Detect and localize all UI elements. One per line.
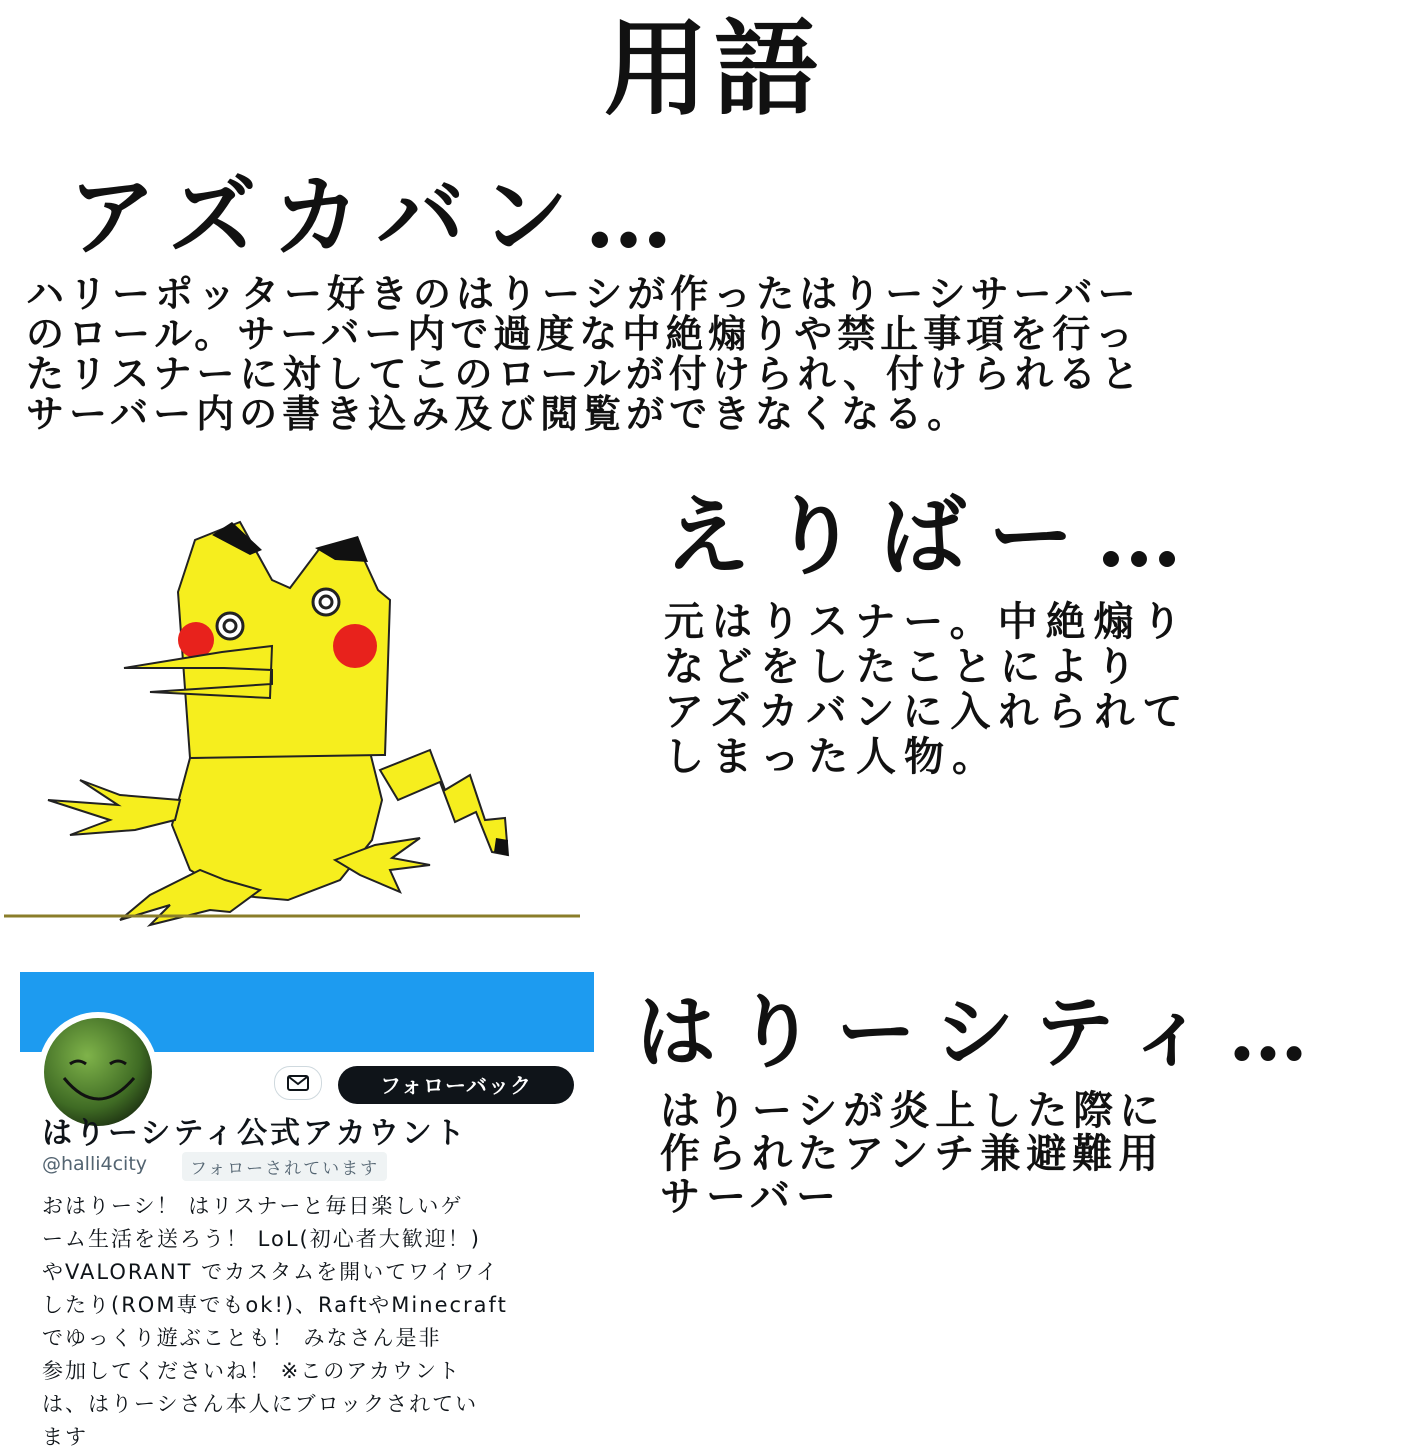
illustration-cheek-right xyxy=(333,624,377,668)
profile-bio: おはりーシ！ はリスナーと毎日楽しいゲ ーム生活を送ろう！ LoL(初心者大歓迎！) やVALORANT でカスタムを開いてワイワイ したり(ROM専でもok!)、RaftやMinecraft でゆっくり遊ぶことも！ みなさん是非 参加してくださいね！ ※このアカウント は、はりーシさん本人にブロックされてい ます xyxy=(42,1194,508,1449)
mail-icon xyxy=(287,1075,309,1091)
follow-back-button[interactable]: フォローバック xyxy=(338,1066,574,1104)
term-heading-azkaban: アズカバン… xyxy=(68,164,689,268)
profile-display-name: はりーシティ公式アカウント xyxy=(42,1116,468,1151)
term-description-azkaban: ハリーポッター好きのはりーシが作ったはりーシサーバー のロール。サーバー内で過度な中絶煽りや禁止事項を行っ たリスナーに対してこのロールが付けられ、付けられると サーバー内の書き込み及び閲覧ができなくなる。 xyxy=(26,272,1145,436)
term-heading-harii-city: はりーシティ… xyxy=(636,985,1328,1079)
term-description-harii-city: はりーシが炎上した際に 作られたアンチ兼避難用 サーバー xyxy=(660,1088,1166,1220)
character-illustration xyxy=(0,500,600,930)
follows-you-badge: フォローされています xyxy=(182,1152,387,1181)
term-heading-eriba: えりばー… xyxy=(664,486,1204,587)
profile-handle[interactable]: @halli4city xyxy=(42,1153,148,1175)
page-title: 用語 xyxy=(603,7,824,130)
illustration-cheek-left xyxy=(178,622,214,658)
term-description-eriba: 元はりスナー。中絶煽り などをしたことにより アズカバンに入れられて しまった人物。 xyxy=(664,599,1191,780)
profile-card xyxy=(20,972,596,1449)
message-button[interactable] xyxy=(274,1066,322,1100)
illustration-tail xyxy=(380,750,508,855)
